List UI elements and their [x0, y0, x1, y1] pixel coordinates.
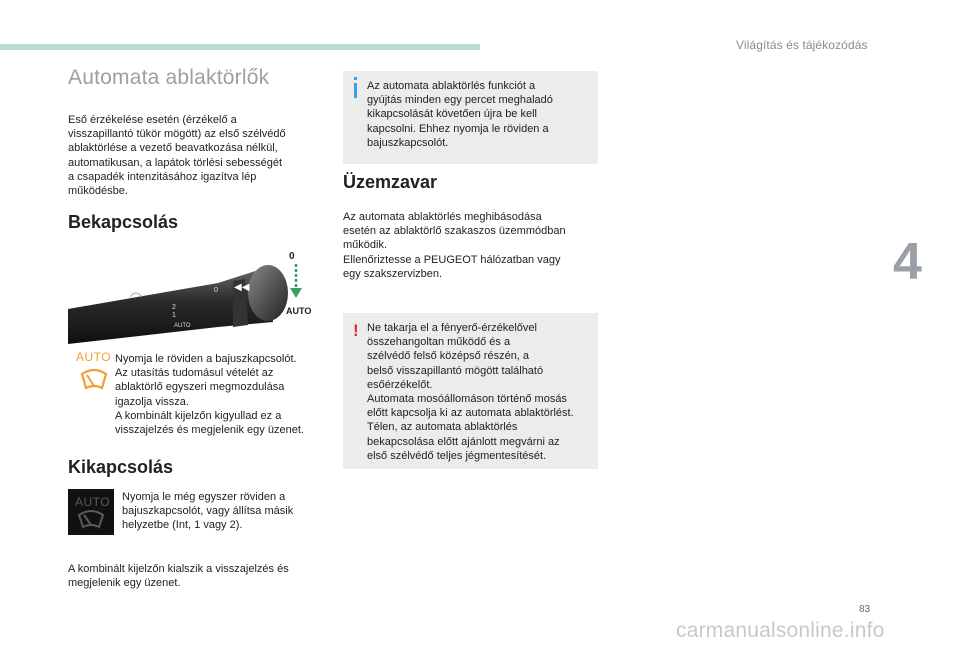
warning-note-text: Ne takarja el a fényerő-érzékelővel összehangoltan működő és a szélvédő felső középső részén, a belső visszapillantó mögött található esőérzékelőt. Automata mosóállomáson történő mosás előtt kapcsolja ki az automata ablaktörlést. Télen, az automata ablaktörlés bekapcsolása előtt ajánlott megvárni az első szélvédő teljes jégmentesítését.	[367, 322, 574, 462]
mode-heading: Üzemzavar	[343, 172, 438, 192]
page-title: Automata ablaktörlők	[68, 66, 270, 89]
svg-text:2: 2	[172, 304, 176, 311]
warning-icon: !	[353, 321, 359, 340]
off-paragraph: Nyomja le még egyszer röviden a bajuszkapcsolót, vagy állítsa másik helyzetbe (Int, 1 vagy 2).	[122, 491, 294, 532]
on-paragraph: Nyomja le röviden a bajuszkapcsolót. Az utasítás tudomásul vételét az ablaktörlő egyszeri megmozdulása igazolja vissza. A kombinált kijelzőn kigyullad ez a visszajelzés és megjelenik egy üzenet.	[115, 353, 304, 437]
wiper-stalk-icon	[68, 247, 318, 347]
info-note-text: Az automata ablaktörlés funkciót a gyújtás minden egy percet meghaladó kikapcsolását követően újra be kell kapcsolni. Ehhez nyomja le röviden a bajuszkapcsolót.	[367, 80, 553, 149]
wiper-stalk-illustration	[68, 247, 318, 347]
intro-paragraph: Eső érzékelése esetén (érzékelő a visszapillantó tükör mögött) az első szélvédő ablaktörlése a vezető beavatkozása nélkül, automatikusan, a lapátok törlési sebességét a csapadék intenzitásához igazítva lép működésbe.	[68, 114, 286, 198]
info-icon	[354, 83, 357, 98]
warning-note	[343, 313, 598, 469]
arrow-down-icon	[288, 264, 304, 302]
page-number: 83	[859, 604, 871, 615]
windscreen-wiper-icon	[76, 364, 112, 394]
svg-text:AUTO: AUTO	[174, 323, 191, 329]
svg-text:0: 0	[214, 287, 218, 294]
diagram-zero-label: 0	[289, 251, 295, 262]
auto-off-label: AUTO	[75, 495, 111, 509]
mode-paragraph: Az automata ablaktörlés meghibásodása esetén az ablaktörlő szakaszos üzemmódban működik. Ellenőriztesse a PEUGEOT hálózatban vagy egy szakszervizben.	[343, 211, 566, 280]
watermark: carmanualsonline.info	[676, 619, 885, 642]
diagram-auto-label: AUTO	[286, 306, 312, 316]
svg-text:1: 1	[172, 312, 176, 319]
on-heading: Bekapcsolás	[68, 212, 179, 232]
chapter-number: 4	[893, 233, 922, 291]
auto-position-diagram	[286, 251, 316, 321]
off-footer-paragraph: A kombinált kijelzőn kialszik a visszajelzés és megjelenik egy üzenet.	[68, 563, 289, 590]
svg-text:◀◀: ◀◀	[234, 282, 250, 293]
info-note	[343, 71, 598, 164]
auto-wiper-off-indicator	[68, 489, 114, 535]
windscreen-wiper-icon	[75, 507, 107, 531]
auto-wiper-on-indicator	[76, 350, 112, 396]
auto-on-label: AUTO	[76, 350, 112, 364]
top-accent-bar	[0, 44, 480, 50]
section-header: Világítás és tájékozódás	[736, 38, 868, 52]
off-heading: Kikapcsolás	[68, 457, 174, 477]
